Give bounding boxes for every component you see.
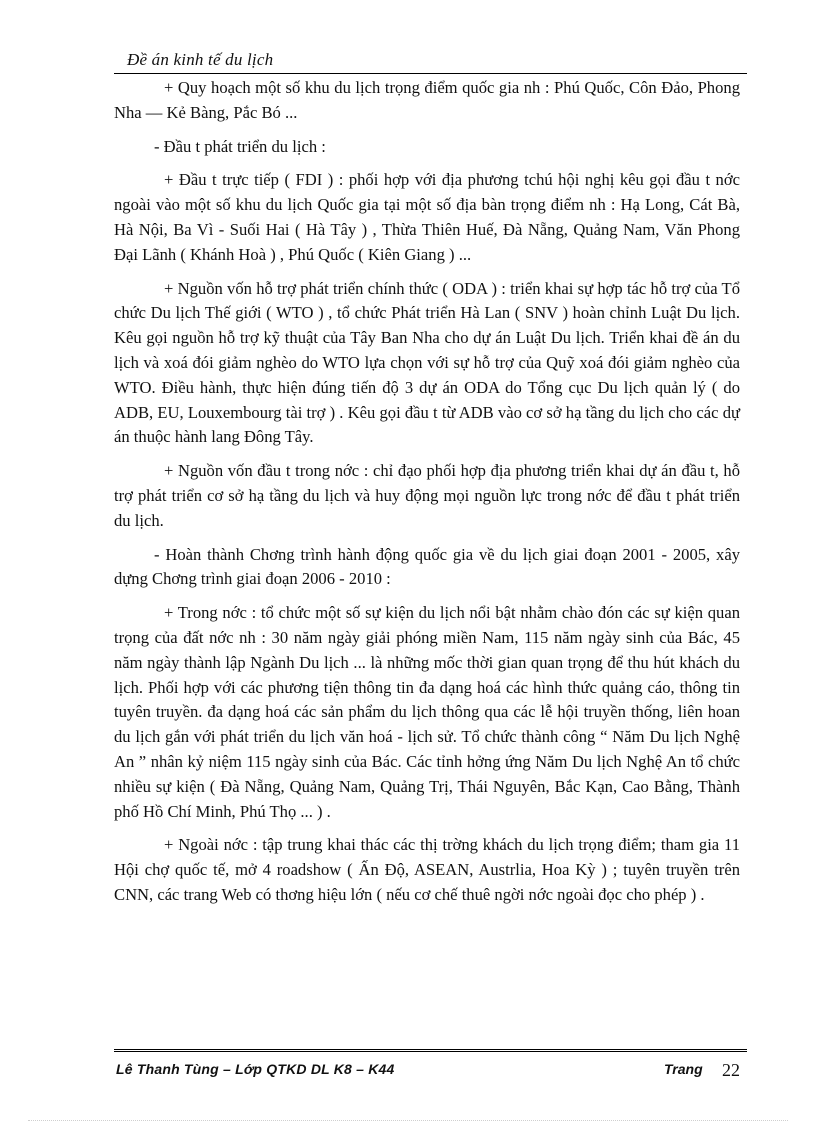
page-header-title: Đề án kinh tế du lịch bbox=[127, 50, 274, 69]
paragraph-domestic-capital: + Nguồn vốn đầu t trong nớc : chỉ đạo phối hợp địa phương triển khai dự án đầu t, hỗ trợ phát triển cơ sở hạ tầng du lịch và huy động mọi nguồn lực trong nớc để đầu t phát triển du lịch. bbox=[114, 461, 740, 530]
header-rule bbox=[114, 73, 747, 74]
footer-rule bbox=[114, 1049, 747, 1052]
paragraph-oda: + Nguồn vốn hỗ trợ phát triển chính thức ( ODA ) : triển khai sự hợp tác hỗ trợ của Tổ chức Du lịch Thế giới ( WTO ) , tổ chức Phát triển Hà Lan ( SNV ) hoàn chỉnh Luật Du lịch. Kêu gọi nguồn hỗ trợ kỹ thuật của Tây Ban Nha cho dự án Luật Du lịch. Triển khai đề án du lịch và xoá đói giảm nghèo do WTO lựa chọn với sự hỗ trợ của Quỹ xoá đói giảm nghèo của WTO. Điều hành, thực hiện đúng tiến độ 3 dự án ODA do Tổng cục Du lịch quản lý ( do ADB, EU, Louxembourg tài trợ ) . Kêu gọi đầu t từ ADB vào cơ sở hạ tầng du lịch cho các dự án thuộc hành lang Đông Tây. bbox=[114, 278, 740, 447]
paragraph-investment-heading: - Đầu t phát triển du lịch : bbox=[154, 136, 326, 156]
footer-page-label: Trang bbox=[664, 1061, 703, 1077]
footer-author: Lê Thanh Tùng – Lớp QTKD DL K8 – K44 bbox=[116, 1061, 395, 1077]
paragraph-planning: + Quy hoạch một số khu du lịch trọng điểm quốc gia nh : Phú Quốc, Côn Đảo, Phong Nha — Kẻ Bàng, Pắc Bó ... bbox=[114, 78, 740, 122]
paragraph-program-heading: - Hoàn thành Chơng trình hành động quốc gia về du lịch giai đoạn 2001 - 2005, xây dựng Chơng trình giai đoạn 2006 - 2010 : bbox=[114, 544, 740, 589]
paragraph-foreign-markets: + Ngoài nớc : tập trung khai thác các thị trờng khách du lịch trọng điểm; tham gia 11 Hội chợ quốc tế, mở 4 roadshow ( Ấn Độ, ASEAN, Austrlia, Hoa Kỳ ) ; tuyên truyền trên CNN, các trang Web có thơng hiệu lớn ( nếu cơ chế thuê ngời nớc ngoài đọc cho phép ) . bbox=[114, 835, 740, 904]
page-edge-divider bbox=[28, 1120, 788, 1121]
paragraph-domestic-events: + Trong nớc : tổ chức một số sự kiện du lịch nổi bật nhằm chào đón các sự kiện quan trọng của đất nớc nh : 30 năm ngày giải phóng miền Nam, 115 năm ngày sinh của Bác, 45 năm ngày thành lập Ngành Du lịch ... là những mốc thời gian quan trọng để thu hút khách du lịch. Phối hợp với các phương tiện thông tin đa dạng hoá các hình thức quảng cáo, thông tin tuyên truyền. đa dạng hoá các sản phẩm du lịch thông qua các lễ hội truyền thống, liên hoan du lịch gắn với phát triển du lịch văn hoá - lịch sử. Tổ chức thành công “ Năm Du lịch Nghệ An ” nhân kỷ niệm 115 ngày sinh của Bác. Các tỉnh hởng ứng Năm Du lịch Nghệ An tổ chức nhiều sự kiện ( Đà Nẵng, Quảng Nam, Quảng Trị, Thái Nguyên, Bắc Kạn, Cao Bằng, Thành phố Hồ Chí Minh, Phú Thọ ... ) . bbox=[114, 603, 740, 821]
page-number: 22 bbox=[722, 1060, 740, 1080]
document-body bbox=[114, 76, 740, 917]
paragraph-fdi: + Đầu t trực tiếp ( FDI ) : phối hợp với địa phương tchú hội nghị kêu gọi đầu t nớc ngoài vào một số khu du lịch Quốc gia tại một số địa bàn trọng điểm nh : Hạ Long, Cát Bà, Hà Nội, Ba Vì - Suối Hai ( Hà Tây ) , Thừa Thiên Huế, Đà Nẵng, Quảng Nam, Văn Phong Đại Lãnh ( Khánh Hoà ) , Phú Quốc ( Kiên Giang ) ... bbox=[114, 170, 740, 264]
